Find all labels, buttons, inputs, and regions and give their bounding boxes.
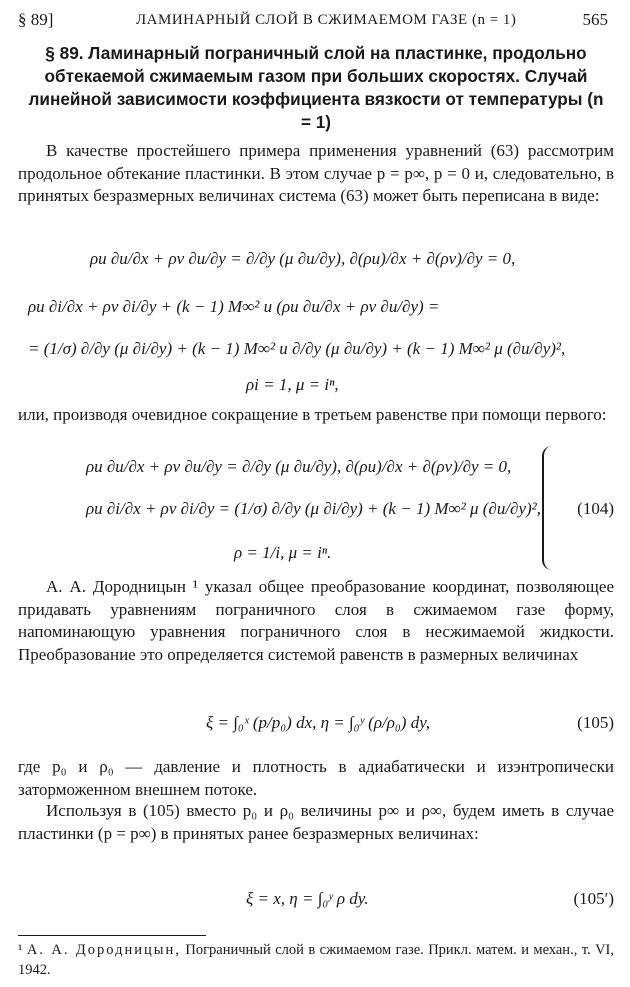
- paragraph-plate-case: [18, 800, 614, 845]
- paragraph-dorodnitsyn-text: А. А. Дородницын ¹ указал общее преобразование координат, позволяющее придавать уравнениям пограничного слоя в сжимаемом газе форму, напоминающую уравнения пограничного слоя в несжимаемой жидкости. Преобразование это определяется системой равенств в размерных величинах: [18, 577, 614, 664]
- equation-105: ξ = ∫₀ˣ (p/p₀) dx, η = ∫₀ʸ (ρ/ρ₀) dy,: [206, 713, 431, 732]
- paragraph-dorodnitsyn: [18, 576, 614, 666]
- equation-momentum-continuity: ρu ∂u/∂x + ρv ∂u/∂y = ∂/∂y (μ ∂u/∂y), ∂(ρu)/∂x + ∂(ρv)/∂y = 0,: [90, 249, 516, 268]
- equation-energy-lhs: ρu ∂i/∂x + ρv ∂i/∂y + (k − 1) M∞² u (ρu ∂u/∂x + ρv ∂u/∂y) =: [28, 297, 440, 316]
- paragraph-reduction: [18, 404, 614, 427]
- running-header: [18, 8, 608, 32]
- footnote-rule: [18, 935, 206, 936]
- equation-104-energy: ρu ∂i/∂x + ρv ∂i/∂y = (1/σ) ∂/∂y (μ ∂i/∂y) + (k − 1) M∞² μ (∂u/∂y)²,: [86, 499, 541, 518]
- paragraph-reduction-text: или, производя очевидное сокращение в третьем равенстве при помощи первого:: [18, 405, 607, 424]
- equation-104-momentum: ρu ∂u/∂x + ρv ∂u/∂y = ∂/∂y (μ ∂u/∂y), ∂(ρu)/∂x + ∂(ρv)/∂y = 0,: [86, 457, 512, 476]
- header-running-title: ЛАМИНАРНЫЙ СЛОЙ В СЖИМАЕМОМ ГАЗЕ (n = 1): [136, 12, 517, 28]
- paragraph-intro: [18, 140, 614, 208]
- paragraph-intro-text: В качестве простейшего примера применения уравнений (63) рассмотрим продольное обтекание пластинки. В этом случае p = p∞, p = 0 и, следовательно, в принятых безразмерных величинах система (63) может быть переписана в виде:: [18, 141, 614, 205]
- equation-105-prime: ξ = x, η = ∫₀ʸ ρ dy.: [246, 889, 369, 908]
- paragraph-stagnation-text: где p₀ и ρ₀ — давление и плотность в адиабатически и изэнтропически заторможенном внешнем потоке.: [18, 757, 614, 799]
- equation-104-state: ρ = 1/i, μ = iⁿ.: [234, 543, 332, 562]
- equation-system-brace: [542, 446, 554, 570]
- header-section: § 89]: [18, 10, 54, 29]
- paragraph-plate-case-text: Используя в (105) вместо p₀ и ρ₀ величины p∞ и ρ∞, будем иметь в случае пластинки (p = p∞) в принятых ранее безразмерных величинах:: [18, 801, 614, 843]
- footnote-author: А. А. Дородницын,: [26, 942, 181, 958]
- equation-state: ρi = 1, μ = iⁿ,: [246, 375, 339, 394]
- equation-number-105-prime: (105′): [573, 889, 614, 908]
- page-number: 565: [582, 10, 608, 29]
- footnote-marker: ¹: [18, 942, 23, 958]
- paragraph-stagnation: [18, 756, 614, 801]
- section-title: § 89. Ламинарный пограничный слой на пластинке, продольно обтекаемой сжимаемым газом при больших скоростях. Случай линейной зависимости коэффициента вязкости от температуры (n = 1): [28, 43, 604, 132]
- equation-number-104: (104): [577, 499, 614, 518]
- footnote-text: Пограничный слой в сжимаемом газе. Прикл. матем. и механ., т. VI, 1942.: [18, 942, 615, 978]
- footnote: [18, 940, 614, 980]
- equation-number-105: (105): [577, 713, 614, 732]
- equation-energy-rhs: = (1/σ) ∂/∂y (μ ∂i/∂y) + (k − 1) M∞² u ∂/∂y (μ ∂u/∂y) + (k − 1) M∞² μ (∂u/∂y)²,: [28, 339, 566, 358]
